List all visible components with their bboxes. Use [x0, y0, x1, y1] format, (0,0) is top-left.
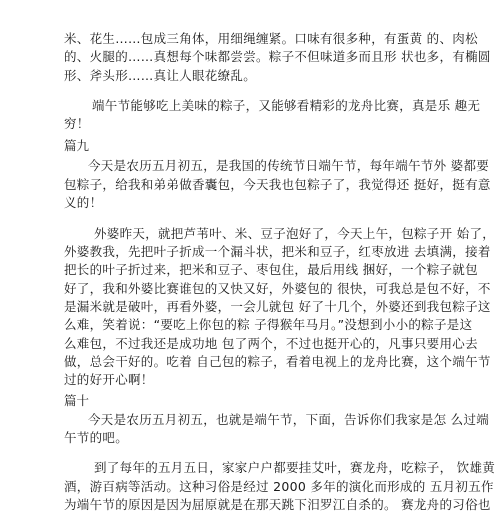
text-line: 为端午节的原因是因为屈原就是在那天跳下汨罗江自杀的。 赛龙舟的习俗也	[64, 497, 491, 512]
text-line: 形、斧头形……真让人眼花缭乱。	[64, 67, 257, 83]
text-line: 么难包，不过我还是成功地 包了两个，不过也挺开心的，凡事只要用心去	[64, 335, 478, 351]
text-line: 义的！	[64, 194, 103, 210]
text-line: 的、火腿的……真想每个味都尝尝。粽子不但味道多而且形 状也多，有椭圆	[64, 49, 491, 65]
text-line: 酒，游百病等活动。这种习俗是经过 2000 多年的演化而形成的 五月初五作	[64, 478, 494, 494]
text-line: 米、花生……包成三角体，用细绳缠紧。口味有很多种，有蛋黄 的、肉松	[64, 31, 478, 46]
text-line: 么难，笑着说：“要吃上你包的粽 子得猴年马月。”没想到小小的粽子是这	[64, 317, 473, 333]
text-line: 外婆教我，先把叶子折成一个漏斗状，把米和豆子，红枣放进 去填满，接着	[64, 244, 491, 259]
text-line: 把长的叶子折过来，把米和豆子、枣包住，最后用线 捆好，一个粽子就包	[64, 262, 478, 278]
section-heading: 篇九	[64, 138, 90, 154]
text-line: 今天是农历五月初五，是我国的传统节日端午节，每年端午节外 婆都要	[88, 158, 490, 174]
text-line: 到了每年的五月五日，家家户户都要挂艾叶，赛龙舟，吃粽子， 饮雄黄	[94, 460, 496, 476]
text-line: 是漏米就是破叶，再看外婆，一会儿就包 好了十几个，外婆还到我包粽子这	[64, 298, 491, 314]
text-line: 过的好开心啊！	[64, 372, 154, 388]
text-line: 外婆昨天，就把芦苇叶、米、豆子泡好了，今天上午，包粽子开 始了，	[94, 225, 496, 241]
text-line: 包粽子，给我和弟弟做香囊包，今天我也包粽子了，我觉得还 挺好，挺有意	[64, 176, 491, 192]
section-heading: 篇十	[64, 393, 90, 408]
text-line: 今天是农历五月初五，也就是端午节，下面，告诉你们我家是怎 么过端	[88, 412, 490, 428]
text-line: 穷！	[64, 115, 90, 131]
text-line: 午节的吧。	[64, 430, 129, 446]
text-line: 好了，我和外婆比赛谁包的又快又好，外婆包的 很快，可我总是包不好，不	[64, 280, 491, 296]
text-line: 端午节能够吃上美味的粽子，又能够看精彩的龙舟比赛，真是乐 趣无	[92, 97, 481, 113]
text-line: 做，总会干好的。吃着 自己包的粽子，看着电视上的龙舟比赛，这个端午节	[64, 353, 491, 369]
